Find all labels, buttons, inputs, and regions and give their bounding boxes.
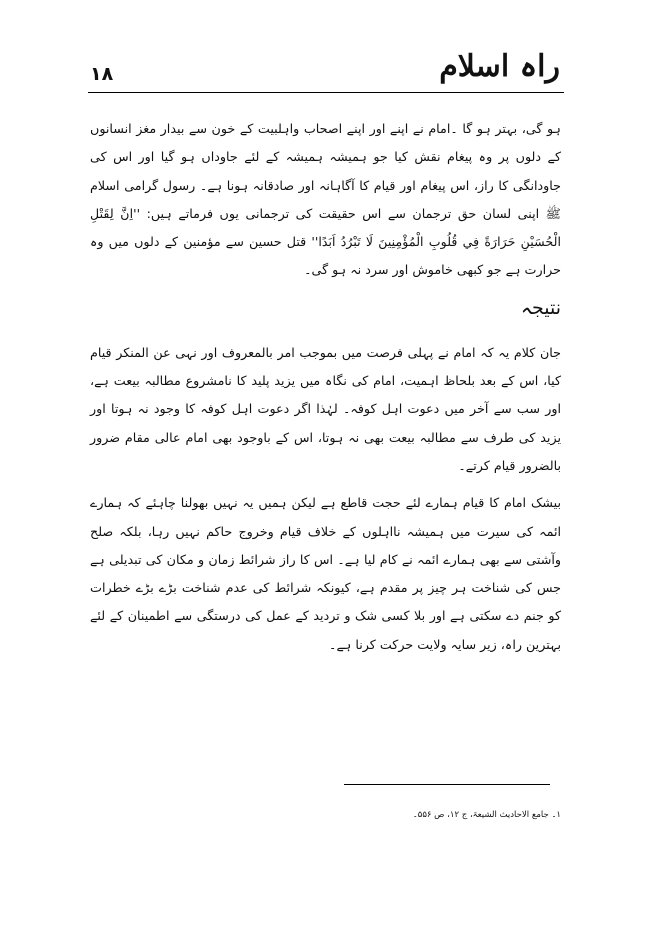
hadith-quote: اِنَّ لِقَتْلِ الْحُسَيْنِ حَرَارَةً فِي قُلُوبِ الْمُؤْمِنِينَ لَا تَبْرُدُ اَبَدًا xyxy=(90,205,562,250)
header-rule xyxy=(88,92,564,93)
paragraph-conclusion: جان کلام یہ کہ امام نے پہلی فرصت میں بموجب امر بالمعروف اور نہی عن المنکر قیام کیا، اس کے بعد بلحاظ اہمیت، امام کی نگاہ میں یزید پلید کا نامشروع مطالبہ بیعت ہے، اور سب سے آخر میں دعوت اہل کوفہ۔ لہٰذا اگر دعوت اہل کوفہ کا وجود نہ ہوتا اور یزید کی طرف سے مطالبہ بیعت بھی نہ ہوتا، اس کے باوجود بھی امام عالی مقام ضرور بالضرور قیام کرتے۔ xyxy=(90,344,561,473)
paragraph-tail: '' قتل حسین سے مؤمنین کے دلوں میں وہ حرارت ہے جو کبھی خاموش اور سرد نہ ہو گی۔ xyxy=(90,234,561,278)
footnote-rule xyxy=(344,784,550,785)
section-heading: نتیجہ xyxy=(520,296,561,319)
paragraph-principle: بیشک امام کا قیام ہمارے لئے حجت قاطع ہے لیکن ہمیں یہ نہیں بھولنا چاہئے کہ ہمارے ائمہ کی سیرت میں ہمیشہ نااہلوں کے خلاف قیام وخروج حاکم نہیں رہا، بلکہ صلح وآشتی سے بھی ہمارے ائمہ نے کام لیا ہے۔ اس کا راز شرائط زمان و مکان کی تبدیلی ہے جس کی شناخت ہر چیز پر مقدم ہے، کیونکہ شرائط کی عدم شناخت بڑے بڑے خطرات کو جنم دے سکتی ہے اور بلا کسی شک و تردید کے عمل کی درستگی سے اطمینان کے لئے بہترین راہ، زیر سایہ ولایت حرکت کرنا ہے۔ xyxy=(90,495,561,652)
paragraph-text: ہو گی، بہتر ہو گا ۔امام نے اپنے اور اپنے اصحاب واہلبیت کے خون سے بیدار مغز انسانوں کے دلوں پر وہ پیغام نقش کیا جو ہمیشہ ہمیشہ کے لئے جاوداں ہو گیا اور اس کی جاودانگی کا راز، اس پیغام اور قیام کا آگاہانہ اور صادقانہ ہونا ہے۔ رسول گرامی اسلام ﷺ اپنی لسان حق ترجمان سے اس حقیقت کی ترجمانی یوں فرماتے ہیں: '' xyxy=(90,121,561,221)
book-title: راہ اسلام xyxy=(439,49,560,84)
paragraph-quotation xyxy=(90,115,561,285)
page-number: ۱۸ xyxy=(90,63,114,85)
page-header xyxy=(88,50,562,90)
main-content xyxy=(90,115,562,652)
footnote: ۱۔ جامع الاحادیث الشیعۃ، ج ۱۲، ص ۵۵۶۔ xyxy=(412,810,561,820)
